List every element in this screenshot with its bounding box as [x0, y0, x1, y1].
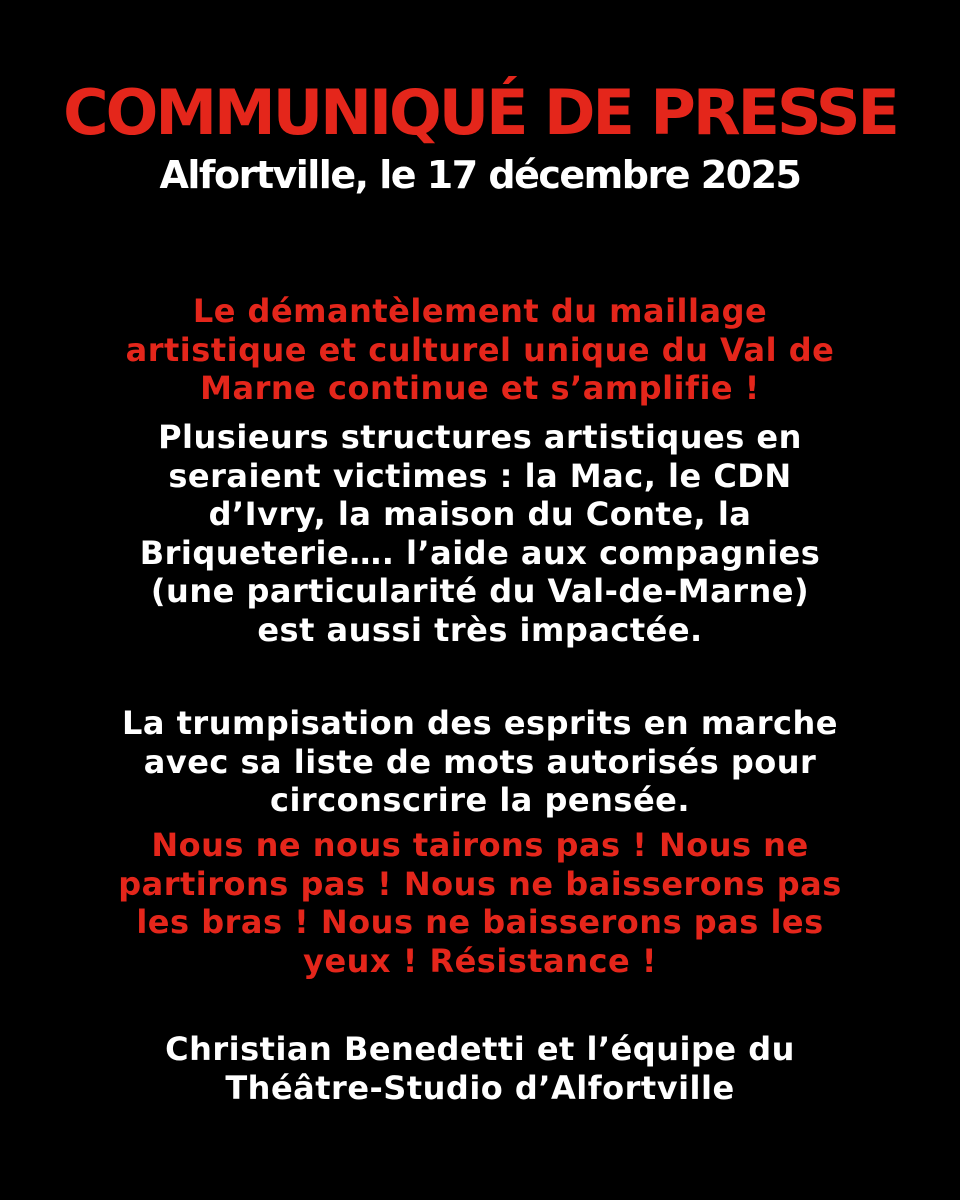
intro-line: artistique et culturel unique du Val de [125, 330, 835, 369]
paragraph-line: Plusieurs structures artistiques en [158, 418, 802, 456]
resistance-call [0, 826, 960, 980]
call-line: yeux ! Résistance ! [303, 941, 657, 980]
paragraph-trumpisation [0, 704, 960, 820]
paragraph-line: est aussi très impactée. [257, 610, 703, 649]
signature-line: Théâtre-Studio d’Alfortville [225, 1068, 735, 1107]
call-line: Nous ne nous tairons pas ! Nous ne [151, 826, 809, 864]
paragraph-line: Briqueterie…. l’aide aux compagnies [139, 533, 821, 572]
intro-line: Marne continue et s’amplifie ! [200, 369, 760, 407]
paragraph-line: avec sa liste de mots autorisés pour [143, 742, 817, 781]
paragraph-line: (une particularité du Val-de-Marne) [150, 572, 810, 610]
paragraph-line: La trumpisation des esprits en marche [122, 704, 838, 742]
paragraph-line: circonscrire la pensée. [269, 781, 691, 819]
paragraph-line: seraient victimes : la Mac, le CDN [168, 456, 792, 495]
signature-line: Christian Benedetti et l’équipe du [165, 1030, 795, 1068]
call-line: les bras ! Nous ne baisserons pas les [136, 903, 824, 941]
dateline: Alfortville, le 17 décembre 2025 [159, 153, 801, 197]
intro-line: Le démantèlement du maillage [192, 292, 768, 330]
paragraph-structures [0, 418, 960, 649]
call-line: partirons pas ! Nous ne baisserons pas [118, 864, 842, 903]
paragraph-line: d’Ivry, la maison du Conte, la [208, 495, 752, 533]
signature [0, 1030, 960, 1107]
page-title: COMMUNIQUÉ DE PRESSE [63, 76, 897, 149]
intro-headline [0, 292, 960, 408]
